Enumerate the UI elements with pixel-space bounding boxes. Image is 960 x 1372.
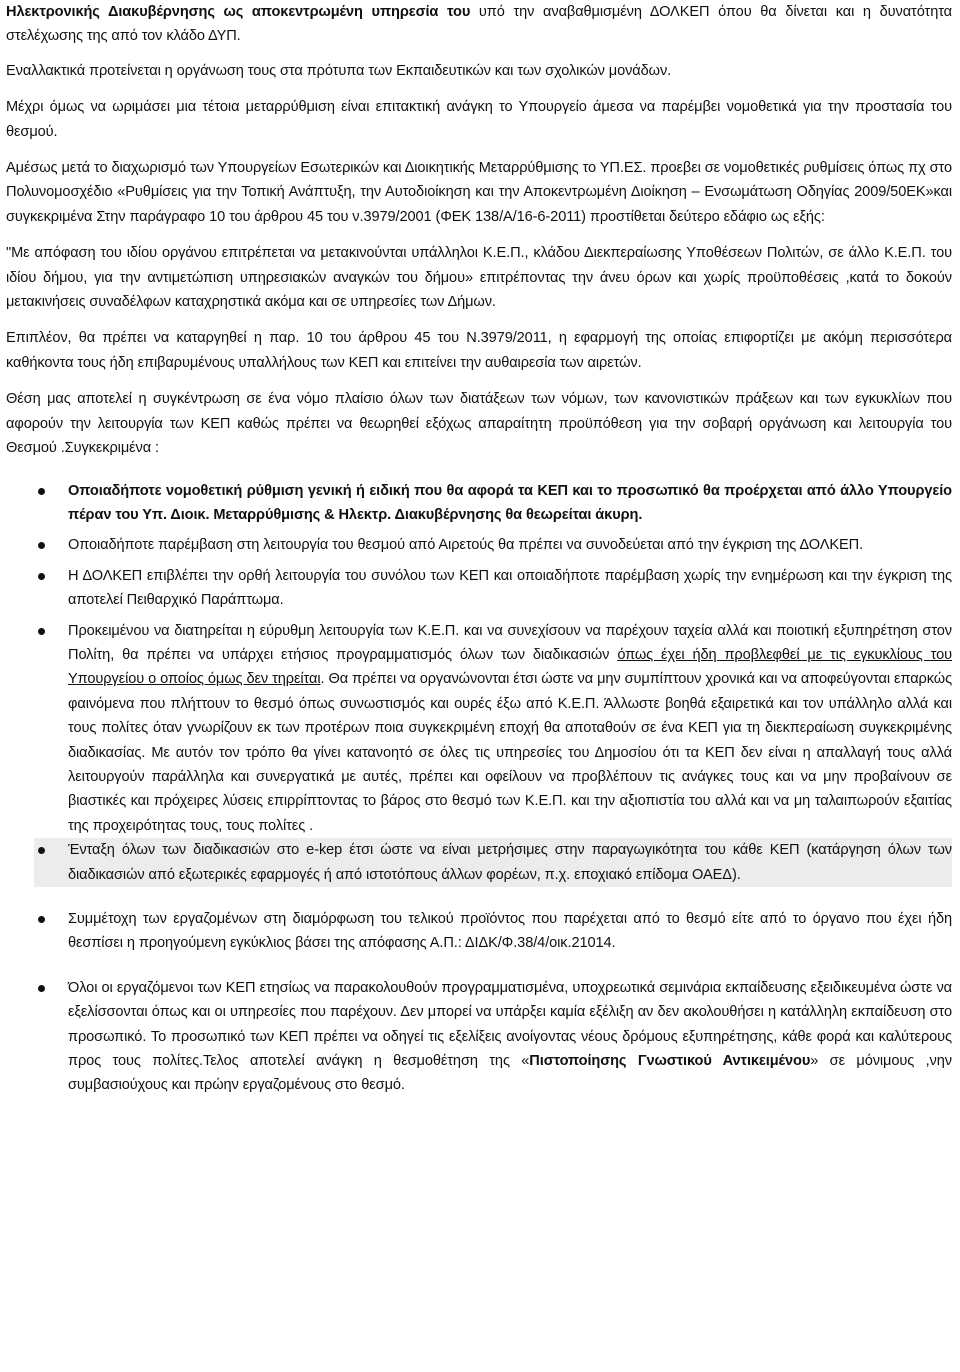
list-item	[6, 907, 952, 956]
list-item	[6, 619, 952, 839]
bullet-icon	[38, 847, 45, 854]
paragraph-alternative: Εναλλακτικά προτείνεται η οργάνωση τους στα πρότυπα των Εκπαιδευτικών και των σχολικών μονάδων.	[6, 62, 672, 79]
paragraph-quote: "Με απόφαση του ιδίου οργάνου επιτρέπεται να μετακινούνται υπάλληλοι Κ.Ε.Π., κλάδου Διεκπεραίωσης Υποθέσεων Πολιτών, σε άλλο Κ.Ε.Π. του ιδίου δήμου, για την αντιμετώπιση υπηρεσιακών αναγκών του δήμου» επιτρέποντας την άνευ όρων και χωρίς προϋποθέσεις ,κατά το δοκούν μετακινήσεις συναδέλφων καταχρηστικά ακόμα και σε υπηρεσίες των Δήμων.	[6, 245, 952, 311]
list-item-text: Οποιαδήποτε παρέμβαση στη λειτουργία του θεσμού από Αιρετούς θα πρέπει να συνοδεύεται από την έγκριση της ΔΟΛΚΕΠ.	[68, 537, 864, 554]
list-item-text: Προκειμένου να διατηρείται η εύρυθμη λειτουργία των Κ.Ε.Π. και να συνεχίσουν να παρέχουν ταχεία αλλά και ποιοτική εξυπηρέτηση στον Πολίτη, θα πρέπει να υπάρχει ετήσιος προγραμματισμός όλων των διαδικασιών	[68, 622, 952, 663]
paragraph-ministry-intervention: Μέχρι όμως να ωριμάσει μια τέτοια μεταρρύθμιση είναι επιτακτική ανάγκη το Υπουργείο άμεσα να παρέμβει νομοθετικά για την προστασία του θεσμού.	[6, 99, 952, 140]
proposals-list	[6, 479, 952, 1098]
paragraph-intro	[6, 0, 952, 49]
bold-phrase: Ηλεκτρονικής Διακυβέρνησης ως αποκεντρωμένη υπηρεσία του	[6, 4, 471, 20]
paragraph-legislation: Αμέσως μετά το διαχωρισμό των Υπουργείων Εσωτερικών και Διοικητικής Μεταρρύθμισης το ΥΠ.ΕΣ. προεβει σε νομοθετικές ρυθμίσεις όπως πχ στο Πολυνομοσχέδιο «Ρυθμίσεις για την Τοπική Ανάπτυξη, την Αυτοδιοίκηση και την Αποκεντρωμένη Διοίκηση – Ενσωμάτωση Οδηγίας 2009/50ΕΚ»και συγκεκριμένα Στην παράγραφο 10 του άρθρου 45 του ν.3979/2001 (ΦΕΚ 138/Α/16-6-2011) προστίθεται δεύτερο εδάφιο ως εξής:	[6, 160, 952, 225]
underlined-phrase: όπως έχει ήδη προβλεφθεί με τις εγκυκλίους του Υπουργείου ο οποίος όμως δεν τηρείται	[68, 646, 953, 688]
list-item-text-cont: » σε μόνιμους ,νην συμβασιούχους και πρώην εργαζομένους στο θεσμό.	[68, 1053, 952, 1094]
bullet-icon	[38, 916, 45, 923]
list-item	[6, 564, 952, 613]
list-item-text: Όλοι οι εργαζόμενοι των ΚΕΠ ετησίως να παρακολουθούν προγραμματισμένα, υποχρεωτικά σεμινάρια εκπαίδευσης εξειδικευμένα ώστε να εξελίσσονται όπως και οι υπηρεσίες που παρέχουν. Δεν μπορεί να υπάρξει καμία εξέλιξη αν δεν ακολουθήσει η κατάλληλη εκπαίδευση στο προσωπικό. Το προσωπικό των ΚΕΠ πρέπει να οδηγεί τις εξελίξεις ανοίγοντας νέους δρόμους εξυπηρέτησης, κάθε φορά και καλύτερους προς τους πολίτες.Τελος αποτελεί ανάγκη η θεσμοθέτηση της «	[68, 979, 952, 1070]
list-item	[6, 976, 952, 1098]
bold-phrase: Πιστοποίησης Γνωστικού Αντικειμένου	[529, 1053, 811, 1070]
paragraph-position: Θέση μας αποτελεί η συγκέντρωση σε ένα νόμο πλαίσιο όλων των διατάξεων των νόμων, των κανονιστικών πράξεων και των εγκυκλίων που αφορούν την λειτουργία των ΚΕΠ καθώς πρέπει να θεωρηθεί εξόχως απαραίτητη προϋπόθεση για την σοβαρή οργάνωση και λειτουργία του Θεσμού .Συγκεκριμένα :	[6, 391, 952, 457]
list-item-text: Συμμέτοχη των εργαζομένων στη διαμόρφωση του τελικού προϊόντος που παρέχεται από το θεσμό είτε από το όργανο που έχει ήδη θεσπίσει η προηγούμενη εγκύκλιος βάσει της απόφασης Α.Π.: ΔΙΔΚ/Φ.38/4/οικ.21014.	[68, 911, 952, 952]
list-item	[34, 838, 952, 887]
bullet-icon	[38, 488, 45, 495]
list-item-text: Ένταξη όλων των διαδικασιών στο e-kep έτσι ώστε να είναι μετρήσιμες στην παραγωγικότητα του κάθε ΚΕΠ (κατάργηση όλων των διαδικασιών από εξωτερικές εφαρμογές ή από ιστοτόπους άλλων φορέων, π.χ. εποχιακό επίδομα ΟΑΕΔ).	[68, 842, 952, 883]
list-item-text-cont: . Θα πρέπει να οργανώνονται έτσι ώστε να μην συμπίπτουν χρονικά και να αποφεύγονται επαρκώς φαινόμενα που πλήττουν το θεσμό όπως συνωστισμός και ουρές έξω από Κ.Ε.Π. Άλλωστε βοηθά εξαιρετικά και τον υπάλληλο αλλά και τους πολίτες όταν γνωρίζουν εκ των προτέρων ποια συγκεκριμένη εποχή θα αποταθούν σε ένα ΚΕΠ για τη διεκπεραίωση συγκεκριμένης διαδικασίας. Με αυτόν τον τρόπο θα γίνει κατανοητό σε όλες τις υπηρεσίες του Δημοσίου ότι τα ΚΕΠ δεν είναι η απαλλαγή τους αλλά λειτουργούν παράλληλα και συνεργατικά με αυτές, πρέπει και οφείλουν να προβλέπουν τις ανάγκες τους και να μην προβαίνουν σε βιαστικές και πρόχειρες λύσεις επιρρίπτοντας το βάρος στο θεσμό των Κ.Ε.Π. και την αξιοπιστία του αλλά και να μη ταλαιπωρούν εξαιτίας της προχειρότητας τους, τους πολίτες .	[68, 671, 952, 834]
list-item	[6, 533, 952, 557]
bullet-icon	[38, 628, 45, 635]
list-item-text: Οποιαδήποτε νομοθετική ρύθμιση γενική ή ειδική που θα αφορά τα ΚΕΠ και το προσωπικό θα προέρχεται από άλλο Υπουργείο πέραν του Υπ. Διοικ. Μεταρρύθμισης & Ηλεκτρ. Διακυβέρνησης θα θεωρείται άκυρη.	[68, 482, 952, 523]
paragraph-abolish: Επιπλέον, θα πρέπει να καταργηθεί η παρ. 10 του άρθρου 45 του Ν.3979/2011, η εφαρμογή της οποίας επιφορτίζει με ακόμη περισσότερα καθήκοντα τους ήδη επιβαρυμένους υπαλλήλους των ΚΕΠ και επιτείνει την αυθαιρεσία των αιρετών.	[6, 330, 952, 371]
paragraph-text: υπό την αναβαθμισμένη ΔΟΛΚΕΠ όπου θα δίνεται και η δυνατότητα στελέχωσης της από τον κλάδο ΔΥΠ.	[6, 4, 952, 45]
bullet-icon	[38, 573, 45, 580]
list-item	[6, 479, 952, 528]
list-item-text: Η ΔΟΛΚΕΠ επιβλέπει την ορθή λειτουργία του συνόλου των ΚΕΠ και οποιαδήποτε παρέμβαση χωρίς την ενημέρωση και την έγκριση της αποτελεί Πειθαρχικό Παράπτωμα.	[68, 567, 952, 609]
bullet-icon	[38, 985, 45, 992]
bullet-icon	[38, 542, 45, 549]
